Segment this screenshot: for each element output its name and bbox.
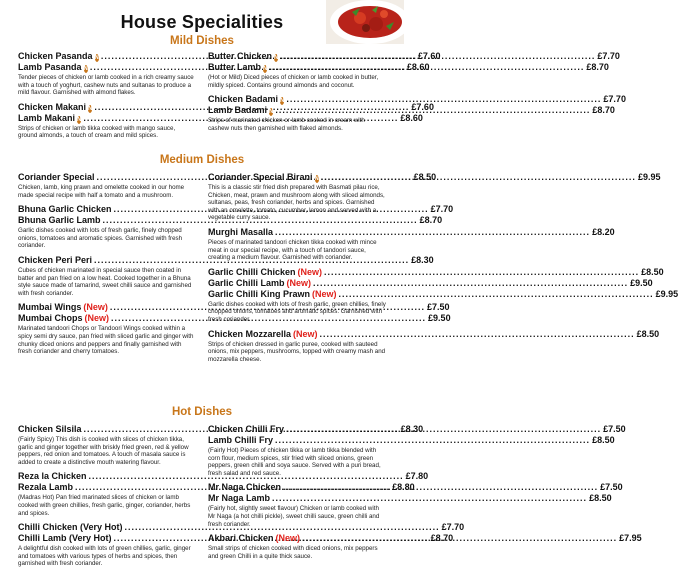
dish-name: Garlic Chilli Lamb [208,277,285,288]
dish-description: Garlic dishes cooked with lots of fresh garlic, green chillies, finely chopped onions, tomatoes and aromatic spices. Garnished with fresh coriander. [208,300,386,323]
dish-price: £7.50 [600,482,623,493]
dish-price: £8.30 [411,254,434,265]
dish-row [18,204,454,215]
leader-dots [275,105,590,116]
page-title: House Specialities [120,12,284,32]
leader-dots [286,94,601,105]
leader-dots [275,227,590,238]
dish-name: Chilli Chicken (Very Hot) [18,522,123,533]
dish-row [18,313,451,324]
dish-name: Mumbai Wings [18,302,82,313]
dish-price: £7.95 [619,533,642,544]
dish-row [208,493,612,504]
dish-row [208,266,664,278]
leader-dots [313,278,628,289]
dish-description: A delightful dish cooked with lots of green chillies, garlic, ginger and tomatoes with various types of herbs and spices, then garnished with fresh coriander. [18,545,191,568]
leader-dots [321,172,636,183]
dish-name: Butter Chicken [208,51,273,61]
dish-row [18,471,429,482]
dish-name: Coriander Special [18,172,95,182]
new-label: (New) [83,302,108,313]
nuts-icon: N [280,98,285,105]
dish-price: £8.50 [636,328,660,339]
dish-name: Lamb Chilli Fry [208,435,274,445]
dish-description: Pieces of marinated tandoori chicken tikka cooked with mince meat in our special recipe, with a touch of tandoori sauce, creating a medium flavour. Garnished with coriander. [208,238,377,262]
dish-price: £7.70 [441,522,465,533]
leader-dots [320,329,635,340]
new-label: (New) [84,313,109,324]
dish-description: Strips of marinated chicken or lamb cooked in cream with cashew nuts then garnished with flaked almonds. [208,117,365,132]
dish-price: £7.50 [603,424,626,434]
dish-name: Chicken Silsila [18,424,82,434]
dish-name: Murghi Masalla [208,226,274,237]
dish-description: Cubes of chicken marinated in special sauce then coated in batter and pan fried on a low heat. Cooked together in a Bhuna style sauce made of tamarind, sweet chilli sauce and garnished with fresh coriander. [18,266,192,297]
dish-name: Mumbai Chops [18,313,83,324]
dish-name: Lamb Makani [18,112,76,123]
dish-description: Strips of chicken dressed in garlic puree, cooked with sauteed onions, mix peppers, mushrooms, topped with creamy mash and mozzarella cheese. [208,340,386,363]
dish-price: £8.20 [592,226,615,237]
new-label: (New) [297,266,323,277]
dish-description: Garlic dishes cooked with lots of fresh garlic, finely chopped onions, tomatoes and aromatic spices. Garnished with fresh coriander. [18,227,183,250]
dish-description: This is a classic stir fried dish prepared with Basmati pilau rice, Chicken, meat, prawn and mushroom along with sliced almonds, sultanas, peas, fresh coriander, herbs and spices. Garnished with an omelette, tomato, cucumber, lemon and served with a vegetable curry sauce. [208,184,385,222]
dish-name: Garlic Chilli King Prawn [208,288,311,299]
dish-price: £8.50 [592,435,615,445]
dish-row [208,277,653,289]
dish-price: £9.50 [428,313,451,324]
nuts-icon: N [274,55,279,61]
nuts-icon: N [269,109,274,116]
dish-description: Chicken, lamb, king prawn and omelette cooked in our home made special recipe with half a tomato and a mushroom. [18,184,185,199]
dish-price: £8.70 [586,62,609,72]
dish-name: Chicken Badami [208,94,279,105]
dish-price: £8.50 [413,172,437,182]
dish-price: £8.60 [406,62,430,72]
new-label: (New) [275,533,301,544]
dish-price: £8.60 [400,112,423,123]
dish-price: £7.70 [430,204,454,215]
dish-row [18,112,423,124]
dish-price: £8.50 [641,266,664,277]
dish-name: Lamb Badami [208,105,268,116]
dish-name: Chicken Peri Peri [18,254,93,265]
dish-row [208,94,626,105]
dish-price: £9.95 [637,172,661,182]
dish-row [18,522,465,533]
dish-name: Akbari Chicken [208,533,274,544]
dish-row [208,226,615,238]
dish-price: £7.70 [603,94,626,105]
dish-name: Mr Naga Chicken [208,482,282,493]
dish-name: Garlic Chilli Chicken [208,266,296,277]
dish-name: Chicken Mozzarella [208,328,292,339]
dish-price: £9.95 [655,288,678,299]
dish-price: £8.50 [589,493,612,504]
nuts-icon: N [77,116,82,123]
dish-name: Lamb Pasanda [18,62,82,72]
dish-price: £7.50 [426,302,450,313]
dish-price: £9.50 [630,277,653,288]
dish-row [208,328,660,340]
dish-description: (Fairly hot, slightly sweet flavour) Chicken or lamb cooked with Mr Naga (a hot chilli pickle), sweet chilli sauce, green chilli and fresh coriander. [208,505,380,528]
dish-name: Bhuna Garlic Lamb [18,215,101,226]
dish-description: Marinated tandoori Chops or Tandoori Wings cooked within a spicy semi dry sauce, pan fried with sliced garlic and ginger with chunky diced onions and peppers and finally garnished with fresh coriander and cherry tomatoes. [18,325,194,356]
dish-row [208,435,615,446]
dish-name: Mr Naga Lamb [208,493,271,504]
dish-row [18,302,450,313]
dish-name: Butter Lamb [208,62,262,72]
dish-price: £8.70 [592,105,615,116]
section-title-mild: Mild Dishes [170,35,234,47]
menu-item [208,328,660,364]
dish-description: (Fairly Hot) Pieces of chicken tikka or lamb tikka blended with corn flour, medium spices, stir fried with sliced onions, green peppers, green chilli and soya sauce. Served with a puri bread, fresh salad and red sauce. [208,447,381,477]
leader-dots [339,289,654,300]
dish-price: £7.60 [417,51,441,61]
leader-dots [275,435,590,446]
dish-description: Strips of chicken or lamb tikka cooked with mango sauce, ground almonds, a touch of cream and mild spices. [18,124,176,140]
leader-dots [302,533,617,544]
dish-price: £7.70 [597,51,620,61]
dish-name: Chicken Pasanda [18,51,93,61]
leader-dots [280,51,595,62]
dish-price: £8.70 [419,215,443,226]
nuts-icon: N [94,55,99,61]
dish-price: £8.70 [430,533,454,544]
new-label: (New) [286,277,312,288]
dish-description: (Madras Hot) Pan fried marinated slices of chicken or lamb cooked with green chillies, fresh garlic, ginger, coriander, herbs and spices. [18,494,191,517]
dish-name: Bhuna Garlic Chicken [18,204,112,215]
dish-price: £8.80 [392,482,415,493]
dish-description: Tender pieces of chicken or lamb cooked in a rich creamy sauce with a touch of yoghurt, cashew nuts and sultanas to produce a mild flavour. Garnished with almond flakes. [18,74,194,97]
dish-name: Coriander Special Birani [208,172,313,182]
new-label: (New) [312,288,337,299]
dish-row [208,288,678,300]
nuts-icon: N [263,66,268,72]
new-label: (New) [293,328,318,339]
dish-description: (Hot or Mild) Diced pieces of chicken or lamb cooked in butter, mildly spiced. Contains ground almonds and coconut. [208,74,379,89]
nuts-icon: N [83,66,88,72]
dish-description: (Fairly Spicy) This dish is cooked with slices of chicken tikka, garlic and ginger together with briskly fried green, red & yellow peppers, red onion and tomatoes. A touch of masala sauce is added to create a distinctive mouth watering flavour. [18,436,189,466]
section-title-medium: Medium Dishes [159,154,245,166]
dish-price: £7.60 [411,101,434,112]
dish-row [18,254,434,266]
dish-name: Chicken Makani [18,101,87,112]
nuts-icon: N [314,176,319,182]
dish-description: Small strips of chicken cooked with diced onions, mix peppers and green Chilli in a quite thick sauce. [208,545,378,560]
dish-name: Reza la Chicken [18,471,87,482]
nuts-icon: N [88,105,93,112]
leader-dots [269,62,584,73]
leader-dots [272,493,587,504]
leader-dots [286,424,601,435]
dish-name: Chilli Lamb (Very Hot) [18,533,112,544]
dish-name: Chicken Chilli Fry [208,424,285,434]
dish-price: £8.30 [400,424,424,434]
leader-dots [324,267,639,278]
dish-row [18,215,443,226]
leader-dots [283,482,598,493]
dish-name: Rezala Lamb [18,482,74,493]
dish-price: £7.80 [405,471,429,482]
section-title-hot: Hot Dishes [171,406,233,418]
